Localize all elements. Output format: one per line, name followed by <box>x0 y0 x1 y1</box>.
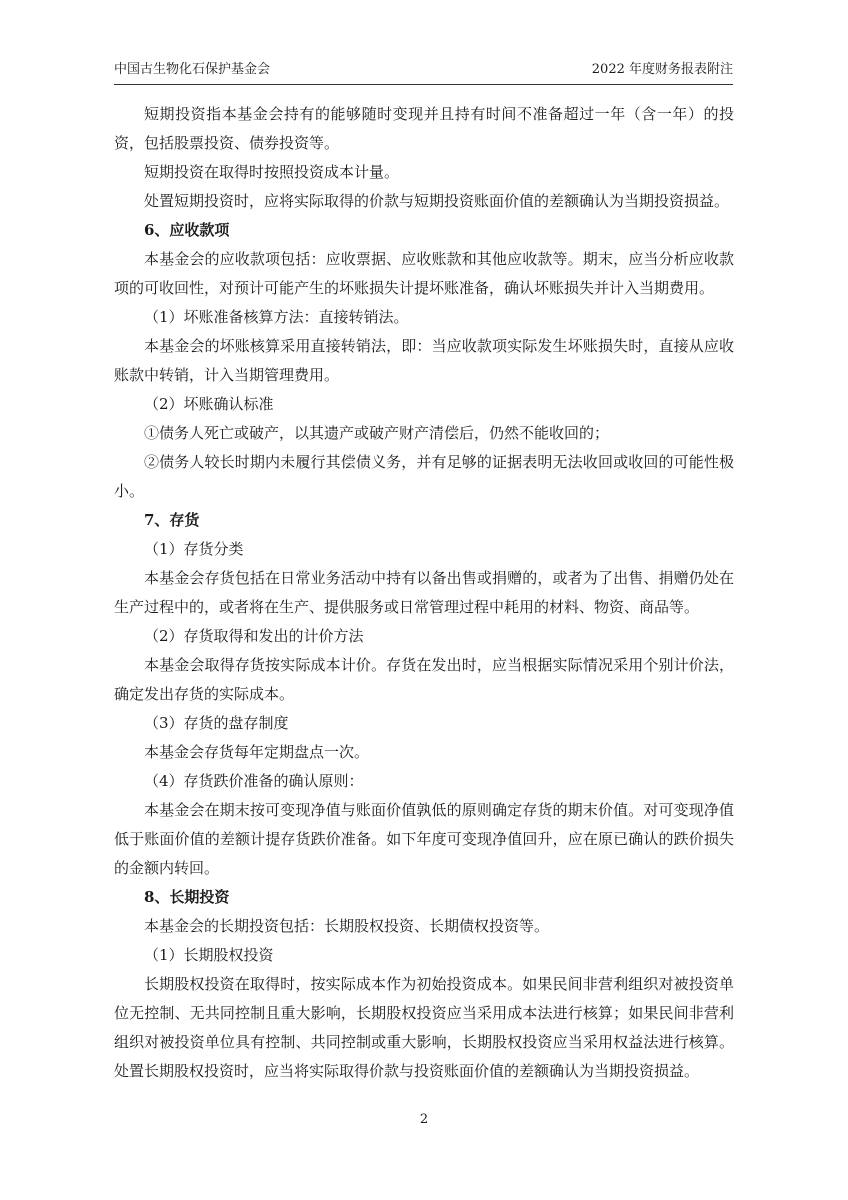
section-heading: 6、应收款项 <box>144 221 230 239</box>
body-paragraph: （2）坏账确认标准 <box>144 395 274 413</box>
body-paragraph: 本基金会在期末按可变现净值与账面价值孰低的原则确定存货的期末价值。对可变现净值低于账面价值的差额计提存货跌价准备。如下年度可变现净值回升，应在原已确认的跌价损失的金额内转回。 <box>114 801 734 877</box>
section-heading: 7、存货 <box>144 511 200 529</box>
body-paragraph: 本基金会存货包括在日常业务活动中持有以备出售或捐赠的，或者为了出售、捐赠仍处在生产过程中的，或者将在生产、提供服务或日常管理过程中耗用的材料、物资、商品等。 <box>114 569 734 616</box>
body-paragraph: 长期股权投资在取得时，按实际成本作为初始投资成本。如果民间非营利组织对被投资单位无控制、无共同控制且重大影响，长期股权投资应当采用成本法进行核算；如果民间非营利组织对被投资单位具有控制、共同控制或重大影响，长期股权投资应当采用权益法进行核算。处置长期股权投资时，应当将实际取得价款与投资账面价值的差额确认为当期投资损益。 <box>114 975 734 1080</box>
body-paragraph: （1）存货分类 <box>144 540 244 558</box>
body-paragraph: 本基金会的坏账核算采用直接转销法，即：当应收款项实际发生坏账损失时，直接从应收账款中转销，计入当期管理费用。 <box>114 337 734 384</box>
body-paragraph: ①债务人死亡或破产，以其遗产或破产财产清偿后，仍然不能收回的； <box>144 424 610 442</box>
body-paragraph: （1）长期股权投资 <box>144 946 274 964</box>
body-paragraph: 本基金会的长期投资包括：长期股权投资、长期债权投资等。 <box>144 917 550 935</box>
body-paragraph: （1）坏账准备核算方法：直接转销法。 <box>144 308 409 326</box>
page-header <box>114 60 733 85</box>
body-paragraph: （3）存货的盘存制度 <box>144 714 289 732</box>
body-paragraph: ②债务人较长时期内未履行其偿债义务，并有足够的证据表明无法收回或收回的可能性极小。 <box>114 453 734 500</box>
header-report-title: 2022 年度财务报表附注 <box>591 62 733 77</box>
body-paragraph: （2）存货取得和发出的计价方法 <box>144 627 364 645</box>
body-paragraph: 本基金会存货每年定期盘点一次。 <box>144 743 370 761</box>
body-paragraph: 短期投资在取得时按照投资成本计量。 <box>144 163 400 181</box>
body-paragraph: 处置短期投资时，应将实际取得的价款与短期投资账面价值的差额确认为当期投资损益。 <box>144 192 730 210</box>
document-body <box>114 100 734 1086</box>
body-paragraph: 本基金会取得存货按实际成本计价。存货在发出时，应当根据实际情况采用个别计价法，确定发出存货的实际成本。 <box>114 656 734 703</box>
body-paragraph: 本基金会的应收款项包括：应收票据、应收账款和其他应收款等。期末，应当分析应收款项的可收回性，对预计可能产生的坏账损失计提坏账准备，确认坏账损失并计入当期费用。 <box>114 250 734 297</box>
header-organization: 中国古生物化石保护基金会 <box>114 62 271 77</box>
body-paragraph: （4）存货跌价准备的确认原则： <box>144 772 364 790</box>
body-paragraph: 短期投资指本基金会持有的能够随时变现并且持有时间不准备超过一年（含一年）的投资，包括股票投资、债券投资等。 <box>114 105 734 152</box>
section-heading: 8、长期投资 <box>144 888 230 906</box>
page-number: 2 <box>419 1112 429 1127</box>
